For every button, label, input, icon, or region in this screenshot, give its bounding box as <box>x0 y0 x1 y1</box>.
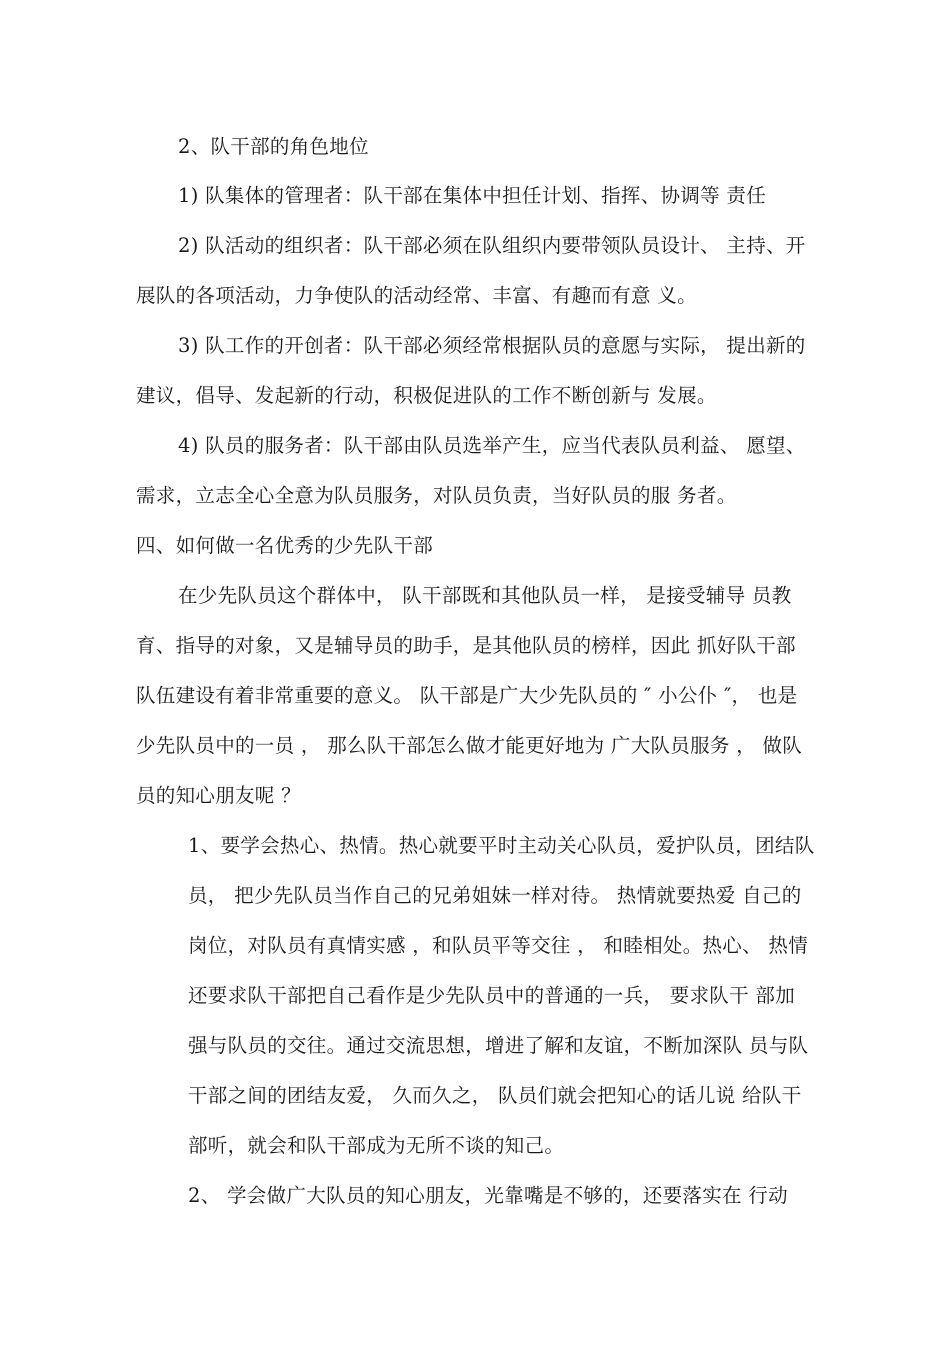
list-item-line: 强与队员的交往。通过交流思想，增进了解和友谊，不断加深队 员与队 <box>188 1034 809 1057</box>
list-item-line: 员， 把少先队员当作自己的兄弟姐妹一样对待。 热情就要热爱 自己的 <box>188 884 802 907</box>
list-item-line: 1、要学会热心、热情。热心就要平时主动关心队员，爱护队员，团结队 <box>188 834 815 857</box>
list-item-line: 部听，就会和队干部成为无所不谈的知己。 <box>188 1134 565 1157</box>
paragraph-line: 育、指导的对象，又是辅导员的助手，是其他队员的榜样，因此 抓好队干部 <box>136 634 796 657</box>
paragraph-line: 需求，立志全心全意为队员服务，对队员负责，当好队员的服 务者。 <box>136 484 737 507</box>
section-heading: 2、队干部的角色地位 <box>178 135 369 158</box>
list-item-line: 岗位，对队员有真情实感 ，和队员平等交往 ， 和睦相处。热心、 热情 <box>188 934 808 957</box>
paragraph-line: 少先队员中的一员 ， 那么队干部怎么做才能更好地为 广大队员服务 ， 做队 <box>136 734 803 757</box>
paragraph-line: 1) 队集体的管理者：队干部在集体中担任计划、指挥、协调等 责任 <box>178 184 767 207</box>
paragraph-line: 4) 队员的服务者：队干部由队员选举产生，应当代表队员利益、 愿望、 <box>178 434 806 457</box>
paragraph-line: 2) 队活动的组织者：队干部必须在队组织内要带领队员设计、 主持、开 <box>178 234 806 257</box>
list-item-line: 还要求队干部把自己看作是少先队员中的普通的一兵， 要求队干 部加 <box>188 984 795 1007</box>
section-heading: 四、如何做一名优秀的少先队干部 <box>136 534 434 557</box>
list-item-line: 干部之间的团结友爱， 久而久之， 队员们就会把知心的话儿说 给队干 <box>188 1084 802 1107</box>
paragraph-line: 队伍建设有着非常重要的意义。 队干部是广大少先队员的 ″ 小公仆 ″， 也是 <box>136 684 798 707</box>
paragraph-line: 建议，倡导、发起新的行动，积极促进队的工作不断创新与 发展。 <box>136 384 717 407</box>
paragraph-line: 展队的各项活动，力争使队的活动经常、丰富、有趣而有意 义。 <box>136 284 697 307</box>
paragraph-line: 在少先队员这个群体中， 队干部既和其他队员一样， 是接受辅导 员教 <box>178 584 792 607</box>
paragraph-line: 3) 队工作的开创者：队干部必须经常根据队员的意愿与实际， 提出新的 <box>178 334 806 357</box>
paragraph-line: 员的知心朋友呢 ？ <box>136 784 301 807</box>
list-item-line: 2、 学会做广大队员的知心朋友，光靠嘴是不够的，还要落实在 行动 <box>188 1184 788 1207</box>
